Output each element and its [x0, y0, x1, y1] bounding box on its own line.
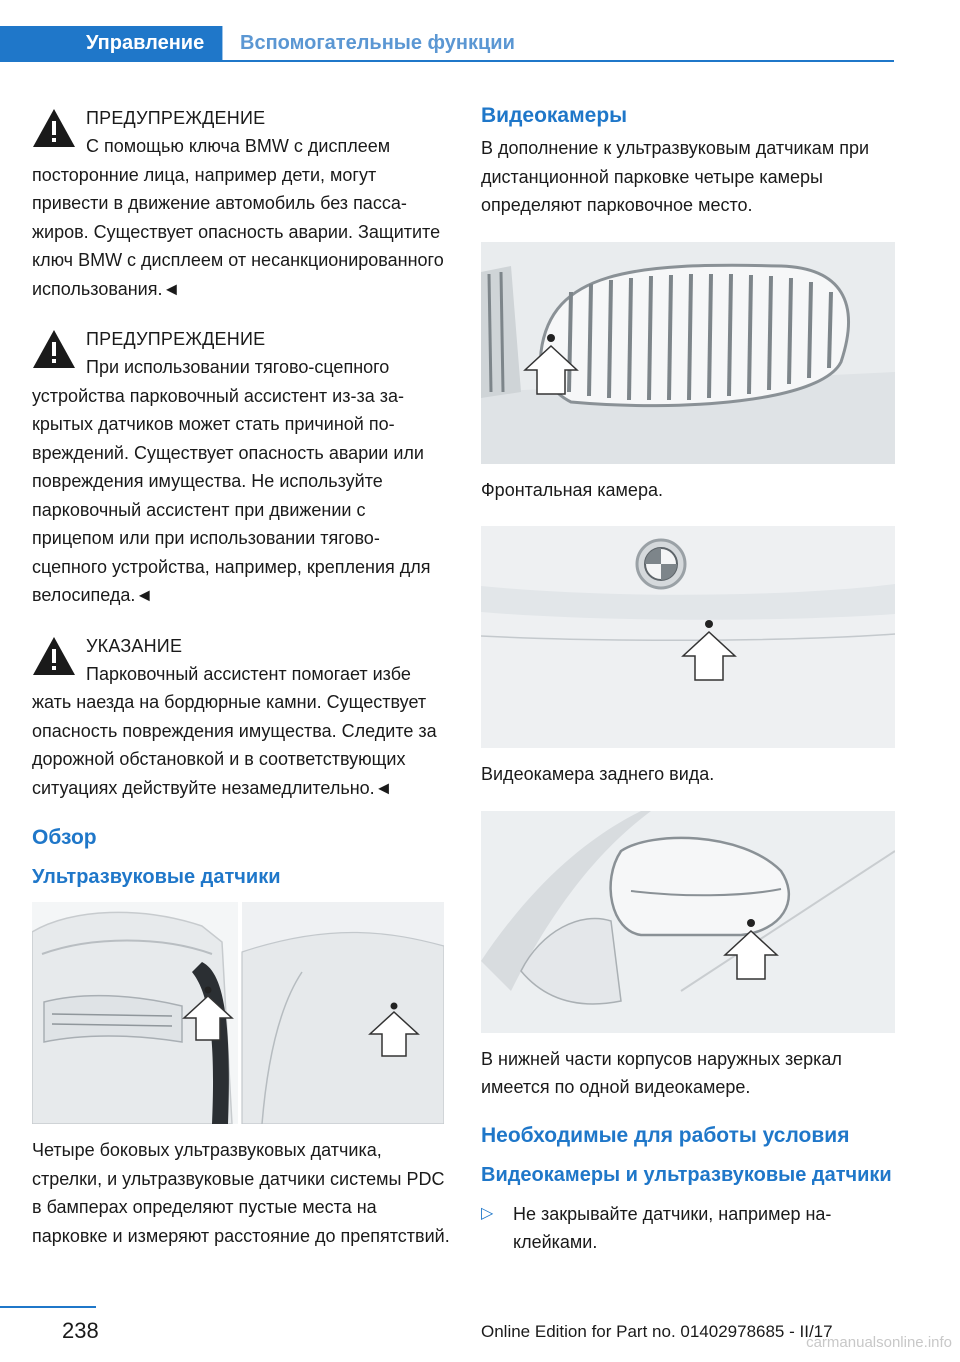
mirror-camera-image [481, 811, 895, 1033]
warning-block-1 [32, 104, 450, 303]
notice-block [32, 632, 450, 803]
warning-text: посторонние лица, например дети, могут привести в движение автомобиль без пассажиров. Существует опасность аварии. Защитите ключ BMW с дисплеем от несанкционированного использования.◄ [32, 164, 444, 299]
tab-auxiliary-functions[interactable]: Вспомогательные функции [240, 32, 515, 54]
ultrasonic-sensors-image [32, 902, 444, 1124]
warning-text-first-line: С помощью ключа BMW с дисплеем [86, 136, 391, 156]
notice-text: жать наезда на бордюрные камни. Существует опасность повреждения имущества. Следите за дорожной обстановкой и в соответствующих ситуациях действуйте незамедлительно.◄ [32, 692, 437, 798]
notice-triangle-icon [32, 636, 76, 676]
subsection-title-cameras-sensors: Видеокамеры и ультразвуковые датчики [481, 1163, 892, 1186]
warning-title: ПРЕДУПРЕЖДЕНИЕ [86, 329, 266, 349]
subsection-title-ultrasonic-sensors: Ультразвуковые датчики [32, 866, 281, 888]
warning-text: устройства парковочный ассистент из-за закрытых датчиков может стать причиной повреждений. Существует опасность аварии или повреждения имущества. Не используйте парковочный ассистент при движении с прицепом или при использовании тягово-сцепного устройства, например, крепления для велосипеда.◄ [32, 385, 431, 605]
section-title-overview: Обзор [32, 826, 97, 849]
header-separator [222, 26, 223, 62]
car-bumper-illustration [32, 902, 444, 1124]
warning-text-first-line: При использовании тягово-сцепного [86, 357, 390, 377]
front-camera-caption: Фронтальная камера. [481, 479, 663, 500]
left-column [32, 104, 450, 1272]
notice-text-first-line: Парковочный ассистент помогает избе [86, 663, 411, 684]
list-item-text: Не закрывайте датчики, например наклейками. [513, 1203, 832, 1252]
right-column [481, 104, 895, 1257]
warning-triangle-icon [32, 108, 76, 148]
section-title-cameras: Видеокамеры [481, 104, 628, 127]
rear-camera-image [481, 526, 895, 748]
rear-camera-caption: Видеокамера заднего вида. [481, 764, 715, 784]
footer-rule [0, 1306, 96, 1308]
sensors-caption: Четыре боковых ультразвуковых датчика, стрелки, и ультразвуковые датчики системы PDC в бамперах определяют пустые места на парковке и измеряют расстояние до препятствий. [32, 1140, 450, 1246]
page-number: 238 [62, 1318, 99, 1343]
page-header [0, 0, 894, 62]
trunk-lid-illustration [481, 526, 895, 748]
mirror-camera-caption: В нижней части корпусов наружных зеркал имеется по одной видеокамере. [481, 1048, 842, 1097]
tab-control[interactable] [0, 26, 222, 60]
edition-note: Online Edition for Part no. 01402978685 - II/17 [481, 1322, 833, 1341]
front-camera-image [481, 242, 895, 464]
header-rule [0, 60, 894, 62]
bullet-triangle-icon: ▷ [481, 1204, 494, 1222]
warning-block-2 [32, 325, 450, 610]
warning-triangle-icon [32, 329, 76, 369]
tab-control-label: Управление [86, 32, 205, 54]
cameras-intro-text: В дополнение к ультразвуковым датчикам при дистанционной парковке четыре камеры определяют парковочное место. [481, 138, 870, 215]
list-item [481, 1200, 895, 1257]
front-grille-illustration [481, 242, 895, 464]
watermark: carmanualsonline.info [806, 1334, 952, 1351]
notice-title: УКАЗАНИЕ [86, 635, 183, 656]
warning-title: ПРЕДУПРЕЖДЕНИЕ [86, 108, 266, 128]
section-title-conditions: Необходимые для работы условия [481, 1123, 850, 1147]
side-mirror-illustration [481, 811, 895, 1033]
